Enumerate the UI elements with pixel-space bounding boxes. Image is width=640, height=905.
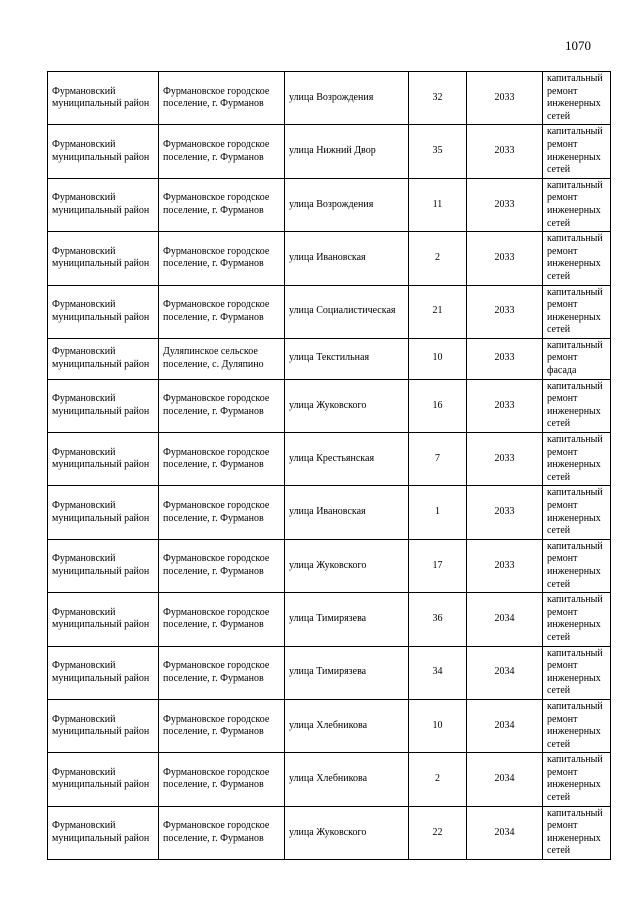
- house-number-cell: 35: [409, 125, 467, 178]
- street-cell: улица Ивановская: [285, 486, 409, 539]
- street-cell: улица Жуковского: [285, 806, 409, 859]
- house-number-cell: 1: [409, 486, 467, 539]
- year-cell: 2034: [467, 806, 543, 859]
- street-cell: улица Тимирязева: [285, 646, 409, 699]
- table-row: [48, 433, 611, 486]
- year-cell: 2033: [467, 178, 543, 231]
- street-cell: улица Возрождения: [285, 178, 409, 231]
- year-cell: 2034: [467, 646, 543, 699]
- house-number-cell: 11: [409, 178, 467, 231]
- house-number-cell: 7: [409, 433, 467, 486]
- year-cell: 2034: [467, 753, 543, 806]
- house-number-cell: 10: [409, 699, 467, 752]
- table-row: [48, 285, 611, 338]
- table-row: [48, 753, 611, 806]
- street-cell: улица Текстильная: [285, 338, 409, 379]
- settlement-cell: Фурмановское городское поселение, г. Фурманов: [159, 125, 285, 178]
- table-row: [48, 699, 611, 752]
- table-row: [48, 539, 611, 592]
- house-number-cell: 36: [409, 593, 467, 646]
- table-body: [48, 72, 611, 860]
- street-cell: улица Ивановская: [285, 232, 409, 285]
- work-type-cell: капитальный ремонт инженерных сетей: [543, 379, 611, 432]
- year-cell: 2033: [467, 232, 543, 285]
- work-type-cell: капитальный ремонт инженерных сетей: [543, 699, 611, 752]
- street-cell: улица Социалистическая: [285, 285, 409, 338]
- year-cell: 2033: [467, 539, 543, 592]
- district-cell: Фурмановский муниципальный район: [48, 285, 159, 338]
- settlement-cell: Фурмановское городское поселение, г. Фурманов: [159, 486, 285, 539]
- house-number-cell: 21: [409, 285, 467, 338]
- settlement-cell: Фурмановское городское поселение, г. Фурманов: [159, 593, 285, 646]
- page-number: 1070: [565, 38, 591, 53]
- work-type-cell: капитальный ремонт инженерных сетей: [543, 433, 611, 486]
- house-number-cell: 17: [409, 539, 467, 592]
- year-cell: 2033: [467, 125, 543, 178]
- settlement-cell: Фурмановское городское поселение, г. Фурманов: [159, 699, 285, 752]
- year-cell: 2034: [467, 593, 543, 646]
- work-type-cell: капитальный ремонт инженерных сетей: [543, 753, 611, 806]
- settlement-cell: Фурмановское городское поселение, г. Фурманов: [159, 433, 285, 486]
- settlement-cell: Фурмановское городское поселение, г. Фурманов: [159, 646, 285, 699]
- settlement-cell: Фурмановское городское поселение, г. Фурманов: [159, 379, 285, 432]
- street-cell: улица Хлебникова: [285, 699, 409, 752]
- house-number-cell: 10: [409, 338, 467, 379]
- house-number-cell: 34: [409, 646, 467, 699]
- year-cell: 2033: [467, 338, 543, 379]
- table-row: [48, 338, 611, 379]
- work-type-cell: капитальный ремонт фасада: [543, 338, 611, 379]
- work-type-cell: капитальный ремонт инженерных сетей: [543, 178, 611, 231]
- house-number-cell: 16: [409, 379, 467, 432]
- house-number-cell: 22: [409, 806, 467, 859]
- year-cell: 2033: [467, 486, 543, 539]
- street-cell: улица Нижний Двор: [285, 125, 409, 178]
- district-cell: Фурмановский муниципальный район: [48, 72, 159, 125]
- table-row: [48, 806, 611, 859]
- district-cell: Фурмановский муниципальный район: [48, 646, 159, 699]
- table-row: [48, 72, 611, 125]
- year-cell: 2034: [467, 699, 543, 752]
- street-cell: улица Жуковского: [285, 539, 409, 592]
- year-cell: 2033: [467, 72, 543, 125]
- work-type-cell: капитальный ремонт инженерных сетей: [543, 285, 611, 338]
- year-cell: 2033: [467, 379, 543, 432]
- repair-schedule-table: [47, 71, 611, 860]
- year-cell: 2033: [467, 433, 543, 486]
- district-cell: Фурмановский муниципальный район: [48, 593, 159, 646]
- district-cell: Фурмановский муниципальный район: [48, 753, 159, 806]
- table-row: [48, 232, 611, 285]
- table-row: [48, 646, 611, 699]
- settlement-cell: Дуляпинское сельское поселение, с. Дуляпино: [159, 338, 285, 379]
- work-type-cell: капитальный ремонт инженерных сетей: [543, 539, 611, 592]
- settlement-cell: Фурмановское городское поселение, г. Фурманов: [159, 753, 285, 806]
- district-cell: Фурмановский муниципальный район: [48, 232, 159, 285]
- house-number-cell: 2: [409, 753, 467, 806]
- work-type-cell: капитальный ремонт инженерных сетей: [543, 125, 611, 178]
- settlement-cell: Фурмановское городское поселение, г. Фурманов: [159, 72, 285, 125]
- settlement-cell: Фурмановское городское поселение, г. Фурманов: [159, 178, 285, 231]
- work-type-cell: капитальный ремонт инженерных сетей: [543, 806, 611, 859]
- house-number-cell: 32: [409, 72, 467, 125]
- street-cell: улица Крестьянская: [285, 433, 409, 486]
- table-row: [48, 125, 611, 178]
- work-type-cell: капитальный ремонт инженерных сетей: [543, 232, 611, 285]
- street-cell: улица Возрождения: [285, 72, 409, 125]
- house-number-cell: 2: [409, 232, 467, 285]
- work-type-cell: капитальный ремонт инженерных сетей: [543, 486, 611, 539]
- district-cell: Фурмановский муниципальный район: [48, 539, 159, 592]
- table-row: [48, 486, 611, 539]
- table-row: [48, 593, 611, 646]
- district-cell: Фурмановский муниципальный район: [48, 178, 159, 231]
- settlement-cell: Фурмановское городское поселение, г. Фурманов: [159, 232, 285, 285]
- year-cell: 2033: [467, 285, 543, 338]
- district-cell: Фурмановский муниципальный район: [48, 125, 159, 178]
- street-cell: улица Тимирязева: [285, 593, 409, 646]
- table-row: [48, 178, 611, 231]
- district-cell: Фурмановский муниципальный район: [48, 699, 159, 752]
- district-cell: Фурмановский муниципальный район: [48, 806, 159, 859]
- work-type-cell: капитальный ремонт инженерных сетей: [543, 72, 611, 125]
- work-type-cell: капитальный ремонт инженерных сетей: [543, 593, 611, 646]
- district-cell: Фурмановский муниципальный район: [48, 338, 159, 379]
- district-cell: Фурмановский муниципальный район: [48, 433, 159, 486]
- street-cell: улица Хлебникова: [285, 753, 409, 806]
- street-cell: улица Жуковского: [285, 379, 409, 432]
- settlement-cell: Фурмановское городское поселение, г. Фурманов: [159, 539, 285, 592]
- district-cell: Фурмановский муниципальный район: [48, 486, 159, 539]
- table-row: [48, 379, 611, 432]
- district-cell: Фурмановский муниципальный район: [48, 379, 159, 432]
- settlement-cell: Фурмановское городское поселение, г. Фурманов: [159, 806, 285, 859]
- settlement-cell: Фурмановское городское поселение, г. Фурманов: [159, 285, 285, 338]
- work-type-cell: капитальный ремонт инженерных сетей: [543, 646, 611, 699]
